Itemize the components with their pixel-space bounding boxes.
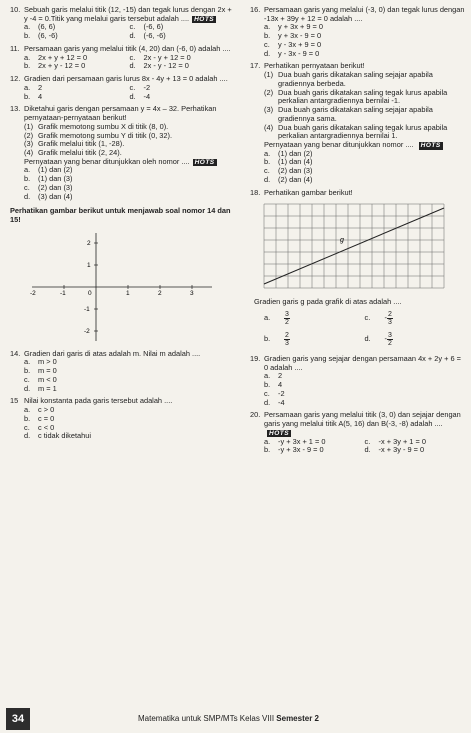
numerator: 2 bbox=[285, 331, 289, 339]
option-label: d. bbox=[364, 334, 371, 344]
question-19 bbox=[250, 355, 465, 407]
statement-text: Grafik melalui titik (1, -28). bbox=[38, 139, 125, 149]
question-number: 15 bbox=[10, 396, 19, 406]
question-10 bbox=[10, 6, 235, 41]
option-text: 2x - y + 12 = 0 bbox=[143, 52, 191, 62]
option-text: c = 0 bbox=[38, 413, 55, 423]
option-d[interactable] bbox=[365, 446, 466, 455]
statement-number: (1) bbox=[24, 121, 34, 131]
option-b[interactable] bbox=[24, 62, 130, 71]
question-text: Persamaan garis yang melalui (-3, 0) dan tegak lurus dengan -13x + 39y + 12 = 0 adalah .... bbox=[264, 5, 465, 23]
statement-number: (2) bbox=[24, 130, 34, 140]
option-text: (1) dan (2) bbox=[278, 148, 313, 158]
option-text: -x + 3y - 9 = 0 bbox=[378, 445, 425, 455]
statement-number: (3) bbox=[264, 105, 274, 115]
option-text: 2x + y + 12 = 0 bbox=[38, 52, 88, 62]
option-text: m < 0 bbox=[38, 374, 57, 384]
option-label: c. bbox=[364, 436, 371, 446]
option-label: c. bbox=[129, 52, 136, 62]
question-number: 19. bbox=[250, 353, 261, 363]
coordinate-graph-left bbox=[24, 229, 235, 347]
question-text: Gradien garis yang sejajar dengan persamaan 4x + 2y + 6 = 0 adalah .... bbox=[264, 353, 462, 372]
question-prompt-text: Pernyataan yang benar ditunjukkan nomor .... bbox=[264, 140, 414, 150]
option-text: c < 0 bbox=[38, 422, 55, 432]
statement-text: Dua buah garis dikatakan saling tegak lurus apabila perkalian antargradiennya bernilai 1. bbox=[278, 122, 448, 141]
option-text: (2) dan (3) bbox=[278, 166, 313, 176]
question-number: 14. bbox=[10, 348, 21, 358]
fraction bbox=[284, 332, 290, 347]
book-title: Matematika untuk SMP/MTs Kelas VIII bbox=[138, 714, 275, 723]
page-footer bbox=[0, 708, 471, 733]
line-g bbox=[264, 208, 444, 284]
option-label: d. bbox=[129, 91, 136, 101]
option-text: -2 bbox=[143, 82, 151, 92]
option-label: d. bbox=[24, 383, 31, 393]
option-text: y + 3x + 9 = 0 bbox=[278, 22, 323, 32]
option-d[interactable] bbox=[10, 432, 235, 441]
option-label: a. bbox=[24, 82, 31, 92]
option-label: b. bbox=[24, 31, 31, 41]
option-label: d. bbox=[24, 191, 31, 201]
option-text: (1) dan (2) bbox=[38, 165, 73, 175]
option-label: b. bbox=[264, 334, 271, 344]
option-label: c. bbox=[129, 82, 136, 92]
statement-number: (3) bbox=[24, 139, 34, 149]
option-label: b. bbox=[24, 174, 31, 184]
option-d[interactable] bbox=[250, 50, 465, 59]
statement-number: (1) bbox=[264, 70, 274, 80]
option-label: b. bbox=[264, 31, 271, 41]
option-label: b. bbox=[24, 366, 31, 376]
numerator: 2 bbox=[387, 310, 392, 318]
fraction bbox=[384, 331, 393, 347]
option-text: (1) dan (4) bbox=[278, 157, 313, 167]
option-b[interactable] bbox=[264, 446, 365, 455]
option-d[interactable] bbox=[10, 385, 235, 394]
question-text bbox=[264, 411, 465, 437]
question-text bbox=[24, 6, 235, 23]
footer-text bbox=[138, 714, 319, 723]
left-column bbox=[10, 6, 235, 445]
option-label: c. bbox=[24, 182, 30, 192]
option-label: c. bbox=[264, 39, 270, 49]
option-sign: - bbox=[384, 334, 387, 344]
option-d[interactable] bbox=[130, 32, 236, 41]
option-b[interactable] bbox=[264, 332, 365, 347]
statement-text: Dua buah garis dikatakan saling tegak lurus apabila perkalian antargradiennya bernilai -1. bbox=[278, 87, 448, 106]
question-number: 13. bbox=[10, 104, 21, 114]
option-label: d. bbox=[364, 445, 371, 455]
option-text: (-6, -6) bbox=[143, 31, 166, 41]
option-text: m = 1 bbox=[38, 383, 57, 393]
question-number: 17. bbox=[250, 61, 261, 71]
option-label: d. bbox=[264, 48, 271, 58]
option-text: 4 bbox=[38, 91, 43, 101]
question-number: 20. bbox=[250, 410, 261, 420]
question-13 bbox=[10, 105, 235, 201]
option-text: -4 bbox=[278, 397, 285, 407]
question-number: 18. bbox=[250, 187, 261, 197]
option-label: d. bbox=[24, 431, 31, 441]
option-label: a. bbox=[264, 436, 271, 446]
option-label: c. bbox=[264, 166, 270, 176]
option-text: c tidak diketahui bbox=[38, 431, 91, 441]
option-text: 2 bbox=[278, 371, 283, 381]
option-label: a. bbox=[24, 405, 31, 415]
option-label: d. bbox=[264, 174, 271, 184]
statement-number: (2) bbox=[264, 87, 274, 97]
y-tick-label: 2 bbox=[87, 239, 91, 247]
option-label: d. bbox=[129, 31, 136, 41]
question-text: Gradien dari persamaan garis lurus 8x - 4y + 13 = 0 adalah .... bbox=[24, 74, 228, 84]
option-text: y + 3x - 9 = 0 bbox=[278, 31, 322, 41]
x-tick-label: 1 bbox=[126, 289, 130, 297]
y-tick-label: -2 bbox=[84, 327, 90, 335]
graph-svg bbox=[24, 229, 214, 344]
statement-text: Grafik memotong sumbu Y di titik (0, 32). bbox=[38, 130, 173, 140]
option-text: 4 bbox=[278, 380, 283, 390]
statement bbox=[250, 89, 465, 106]
line-g-label: g bbox=[340, 237, 344, 245]
statement bbox=[250, 106, 465, 123]
option-text: m > 0 bbox=[38, 357, 57, 367]
option-a[interactable] bbox=[250, 372, 465, 381]
option-text: y - 3x + 9 = 0 bbox=[278, 39, 322, 49]
question-prompt-text: Pernyataan yang benar ditunjukkan oleh nomor .... bbox=[24, 156, 190, 166]
option-text: (2) dan (3) bbox=[38, 182, 73, 192]
statement bbox=[250, 71, 465, 88]
option-label: a. bbox=[264, 148, 271, 158]
graph-caption: Gradien garis g pada grafik di atas adalah .... bbox=[254, 297, 402, 307]
option-text: -y + 3x - 9 = 0 bbox=[278, 445, 324, 455]
option-d[interactable] bbox=[365, 332, 466, 347]
option-a[interactable] bbox=[264, 311, 365, 326]
option-d[interactable] bbox=[130, 93, 236, 102]
fraction bbox=[384, 310, 393, 326]
option-text: (1) dan (3) bbox=[38, 174, 73, 184]
question-number: 12. bbox=[10, 74, 21, 84]
option-label: b. bbox=[24, 91, 31, 101]
numerator: 3 bbox=[387, 331, 392, 339]
option-text: (6, -6) bbox=[38, 31, 58, 41]
option-label: c. bbox=[264, 388, 270, 398]
statement-number: (4) bbox=[24, 148, 34, 158]
question-text: Persamaan garis yang melalui titik (4, 20) dan (-6, 0) adalah .... bbox=[24, 43, 231, 53]
option-text: -2 bbox=[278, 388, 285, 398]
option-text: c > 0 bbox=[38, 405, 55, 415]
statement-text: Grafik memotong sumbu X di titik (8, 0). bbox=[38, 121, 169, 131]
question-15 bbox=[10, 397, 235, 441]
option-d[interactable] bbox=[250, 399, 465, 408]
x-tick-label: -2 bbox=[30, 289, 36, 297]
option-text: (-6, 6) bbox=[143, 22, 164, 32]
numerator: 3 bbox=[285, 310, 289, 318]
option-sign: - bbox=[384, 313, 387, 323]
grid-svg bbox=[254, 200, 454, 292]
x-tick-label: 2 bbox=[158, 289, 162, 297]
denominator: 3 bbox=[285, 339, 289, 347]
hots-badge: HOTS bbox=[420, 142, 441, 150]
question-text: Diketahui garis dengan persamaan y = 4x – 32. Perhatikan pernyataan-pernyataan berikut! bbox=[24, 104, 217, 123]
question-number: 10. bbox=[10, 5, 21, 14]
option-text: -4 bbox=[143, 91, 151, 101]
option-label: a. bbox=[24, 165, 31, 175]
option-text: 2x - y - 12 = 0 bbox=[143, 61, 189, 71]
option-label: a. bbox=[24, 52, 31, 62]
option-d[interactable] bbox=[250, 176, 465, 185]
option-label: d. bbox=[129, 61, 136, 71]
option-label: a. bbox=[24, 22, 31, 32]
question-text: Perhatikan gambar berikut! bbox=[264, 187, 353, 197]
option-label: d. bbox=[264, 397, 271, 407]
x-tick-label: -1 bbox=[60, 289, 66, 297]
option-label: a. bbox=[264, 371, 271, 381]
option-d[interactable] bbox=[10, 193, 235, 202]
page-number: 34 bbox=[6, 708, 30, 730]
question-text: Perhatikan pernyataan berikut! bbox=[264, 61, 365, 71]
question-20 bbox=[250, 411, 465, 455]
option-label: b. bbox=[264, 157, 271, 167]
semester-label: Semester 2 bbox=[276, 714, 319, 723]
denominator: 3 bbox=[387, 318, 392, 326]
hots-badge: HOTS bbox=[269, 429, 290, 437]
question-number: 11. bbox=[10, 43, 20, 53]
question-11 bbox=[10, 45, 235, 71]
graph-instruction: Perhatikan gambar berikut untuk menjawab soal nomor 14 dan 15! bbox=[10, 206, 231, 225]
option-text: -x + 3y + 1 = 0 bbox=[378, 436, 426, 446]
option-d[interactable] bbox=[130, 62, 236, 71]
hots-badge: HOTS bbox=[194, 15, 215, 23]
question-17 bbox=[250, 62, 465, 184]
question-text: Nilai konstanta pada garis tersebut adalah .... bbox=[24, 396, 173, 406]
option-label: b. bbox=[24, 413, 31, 423]
question-14 bbox=[10, 350, 235, 394]
statement-number: (4) bbox=[264, 122, 274, 132]
option-text: (3) dan (4) bbox=[38, 191, 73, 201]
option-b[interactable] bbox=[24, 93, 130, 102]
denominator: 2 bbox=[387, 339, 392, 347]
statement-text: Dua buah garis dikatakan saling sejajar apabila gradiennya berbeda. bbox=[278, 70, 433, 88]
y-tick-label: 1 bbox=[87, 261, 91, 269]
right-column bbox=[250, 6, 465, 459]
x-tick-label: 0 bbox=[88, 289, 92, 297]
statement-text: Dua buah garis dikatakan saling sejajar apabila gradiennya sama. bbox=[278, 105, 433, 123]
fraction-options bbox=[250, 311, 465, 347]
option-text: (2) dan (4) bbox=[278, 174, 313, 184]
option-text: y - 3x - 9 = 0 bbox=[278, 48, 320, 58]
option-label: a. bbox=[264, 313, 271, 323]
option-text: m = 0 bbox=[38, 366, 57, 376]
option-text: 2x + y - 12 = 0 bbox=[38, 61, 86, 71]
option-text: 2 bbox=[38, 82, 43, 92]
x-tick-label: 3 bbox=[190, 289, 194, 297]
option-label: c. bbox=[24, 422, 30, 432]
option-c[interactable] bbox=[365, 311, 466, 326]
option-label: a. bbox=[24, 357, 31, 367]
question-18 bbox=[250, 189, 465, 347]
statement-text: Grafik melalui titik (2, 24). bbox=[38, 148, 122, 158]
grid-graph-right bbox=[254, 200, 465, 295]
denominator: 2 bbox=[285, 318, 289, 326]
option-label: b. bbox=[264, 380, 271, 390]
question-text-body: Sebuah garis melalui titik (12, -15) dan tegak lurus dengan 2x + y -4 = 0.Titik yang melalui garis tersebut adalah .... bbox=[24, 5, 232, 23]
question-12 bbox=[10, 75, 235, 101]
option-label: b. bbox=[24, 61, 31, 71]
fraction bbox=[284, 311, 290, 326]
question-16 bbox=[250, 6, 465, 58]
statement bbox=[250, 124, 465, 141]
option-text: (6, 6) bbox=[38, 22, 56, 32]
option-label: b. bbox=[264, 445, 271, 455]
question-text-body: Persamaan garis yang melalui titik (3, 0) dan sejajar dengan garis yang melalui titik A(5, 16) dan B(-3, -8) adalah .... bbox=[264, 410, 461, 429]
option-label: c. bbox=[24, 374, 30, 384]
option-label: a. bbox=[264, 22, 271, 32]
option-label: c. bbox=[364, 313, 371, 323]
option-text: -y + 3x + 1 = 0 bbox=[278, 436, 326, 446]
option-label: c. bbox=[129, 22, 136, 32]
question-text: Gradien dari garis di atas adalah m. Nilai m adalah .... bbox=[24, 348, 201, 358]
question-number: 16. bbox=[250, 5, 261, 14]
hots-badge: HOTS bbox=[194, 158, 215, 166]
option-b[interactable] bbox=[24, 32, 130, 41]
y-tick-label: -1 bbox=[84, 305, 90, 313]
